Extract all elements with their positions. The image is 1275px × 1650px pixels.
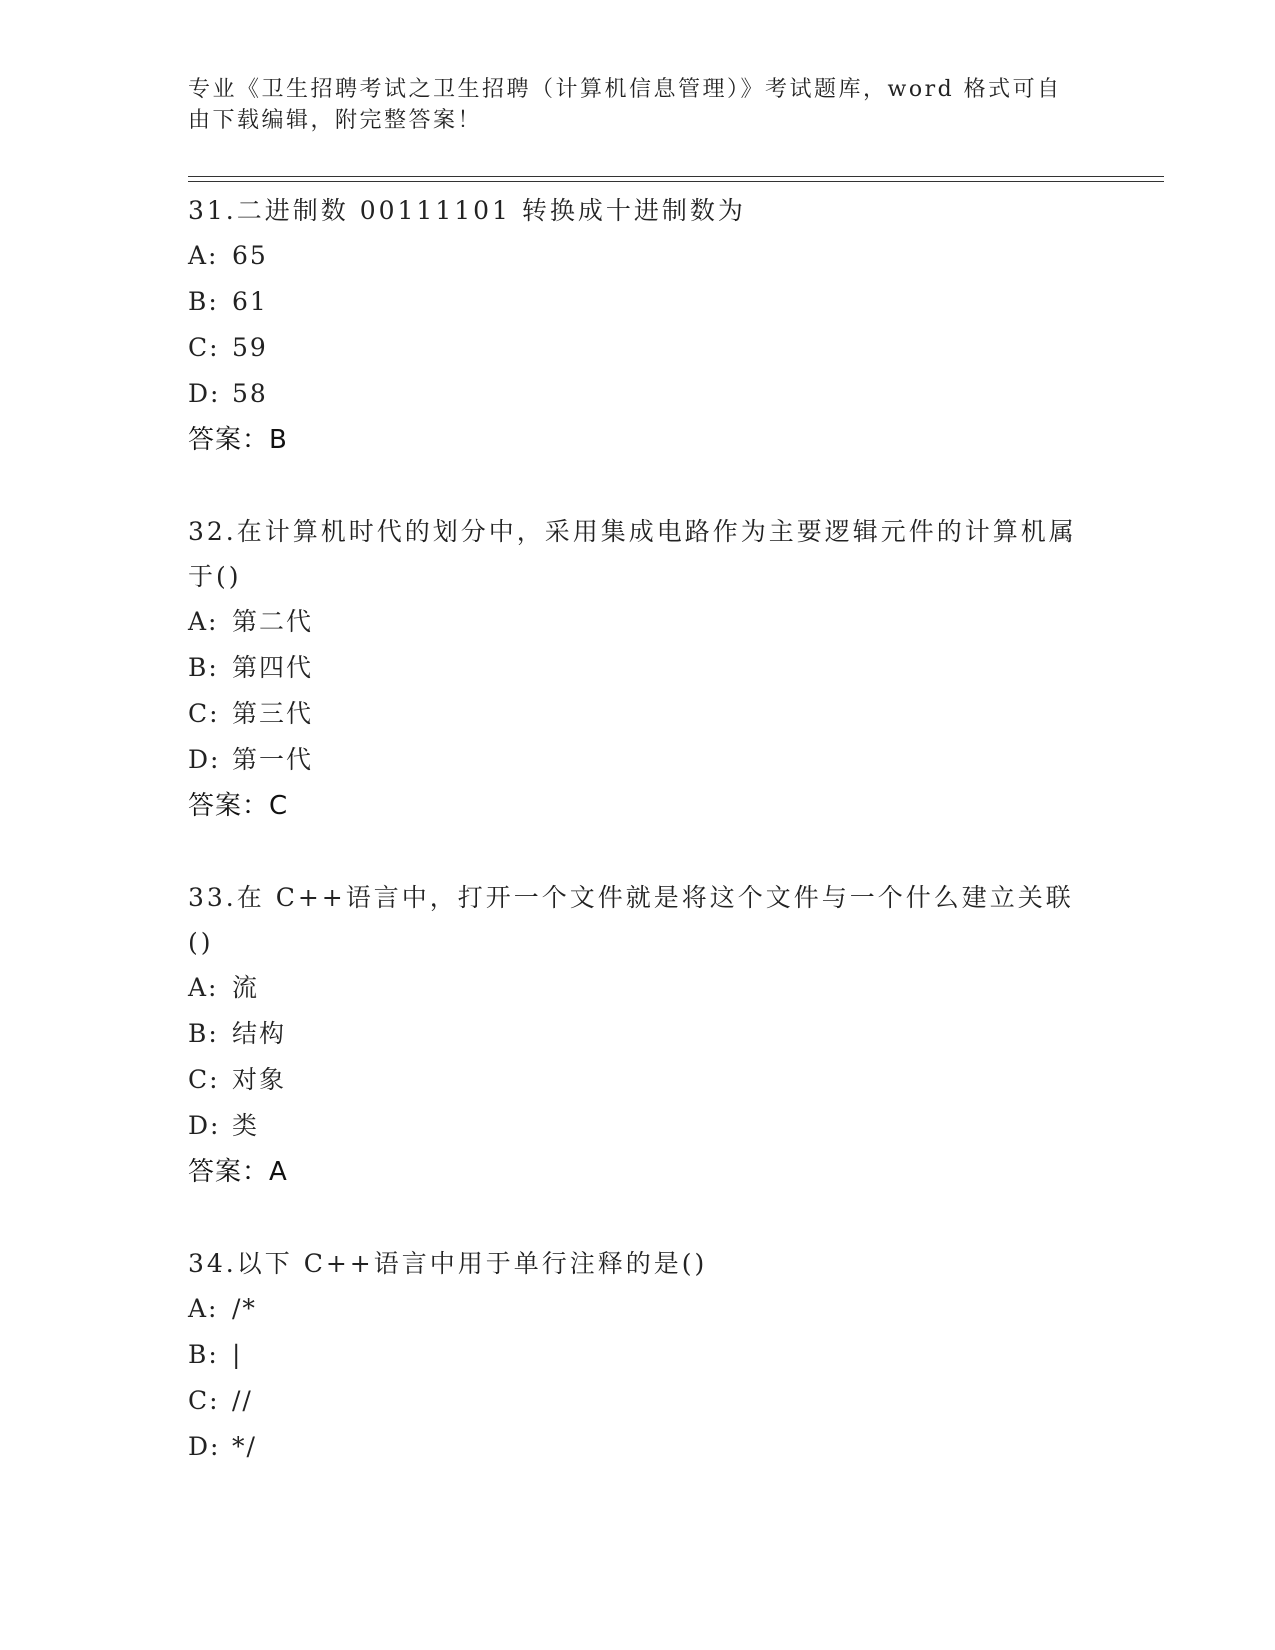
option-letter: D:	[188, 1432, 221, 1461]
option-letter: A:	[188, 607, 219, 636]
option-text: 58	[232, 379, 268, 408]
answer-line: 答案：C	[188, 791, 289, 821]
option-text: 第一代	[232, 745, 314, 774]
option-text: 65	[232, 241, 268, 270]
option-text: 第四代	[232, 653, 314, 682]
option-text: //	[232, 1386, 253, 1415]
option-a	[188, 1286, 1088, 1332]
option-b	[188, 1332, 1088, 1378]
option-text: 第三代	[232, 699, 314, 728]
option-b	[188, 1011, 1088, 1057]
header-rule-thin	[188, 181, 1164, 182]
option-c	[188, 325, 1088, 371]
option-letter: C:	[188, 699, 220, 728]
document-header: 专业《卫生招聘考试之卫生招聘（计算机信息管理）》考试题库，word 格式可自由下载编辑，附完整答案！	[188, 77, 1062, 133]
option-d	[188, 1103, 1088, 1149]
option-text: */	[232, 1432, 257, 1461]
option-c	[188, 691, 1088, 737]
option-c	[188, 1057, 1088, 1103]
option-letter: C:	[188, 333, 220, 362]
option-letter: B:	[188, 653, 219, 682]
option-letter: C:	[188, 1386, 220, 1415]
header-rule-thick	[188, 176, 1164, 177]
option-letter: D:	[188, 1111, 221, 1140]
question-33	[188, 875, 1088, 1195]
answer-line: 答案：A	[188, 1157, 288, 1187]
option-letter: D:	[188, 745, 221, 774]
option-a	[188, 599, 1088, 645]
option-letter: D:	[188, 379, 221, 408]
option-text: 流	[232, 973, 260, 1002]
question-list	[188, 188, 1088, 1516]
question-stem: 34.以下 C++语言中用于单行注释的是()	[188, 1249, 708, 1278]
option-letter: B:	[188, 1340, 219, 1369]
option-text: 61	[232, 287, 268, 316]
option-letter: A:	[188, 1294, 219, 1323]
option-c	[188, 1378, 1088, 1424]
option-text: 结构	[232, 1019, 287, 1048]
option-letter: A:	[188, 973, 219, 1002]
answer-line: 答案：B	[188, 425, 288, 455]
question-34	[188, 1241, 1088, 1470]
option-a	[188, 965, 1088, 1011]
option-d	[188, 1424, 1088, 1470]
option-text: 对象	[232, 1065, 287, 1094]
option-a	[188, 233, 1088, 279]
option-text: |	[232, 1340, 243, 1369]
question-32	[188, 509, 1088, 829]
option-b	[188, 279, 1088, 325]
question-stem: 31.二进制数 00111101 转换成十进制数为	[188, 196, 746, 225]
option-letter: B:	[188, 287, 219, 316]
question-stem: 32.在计算机时代的划分中，采用集成电路作为主要逻辑元件的计算机属于()	[188, 517, 1077, 591]
option-text: 59	[232, 333, 268, 362]
option-text: 类	[232, 1111, 260, 1140]
option-d	[188, 371, 1088, 417]
option-text: /*	[232, 1294, 257, 1323]
option-letter: C:	[188, 1065, 220, 1094]
option-text: 第二代	[232, 607, 314, 636]
option-d	[188, 737, 1088, 783]
option-letter: A:	[188, 241, 219, 270]
question-stem: 33.在 C++语言中，打开一个文件就是将这个文件与一个什么建立关联()	[188, 883, 1074, 957]
question-31	[188, 188, 1088, 463]
option-letter: B:	[188, 1019, 219, 1048]
option-b	[188, 645, 1088, 691]
